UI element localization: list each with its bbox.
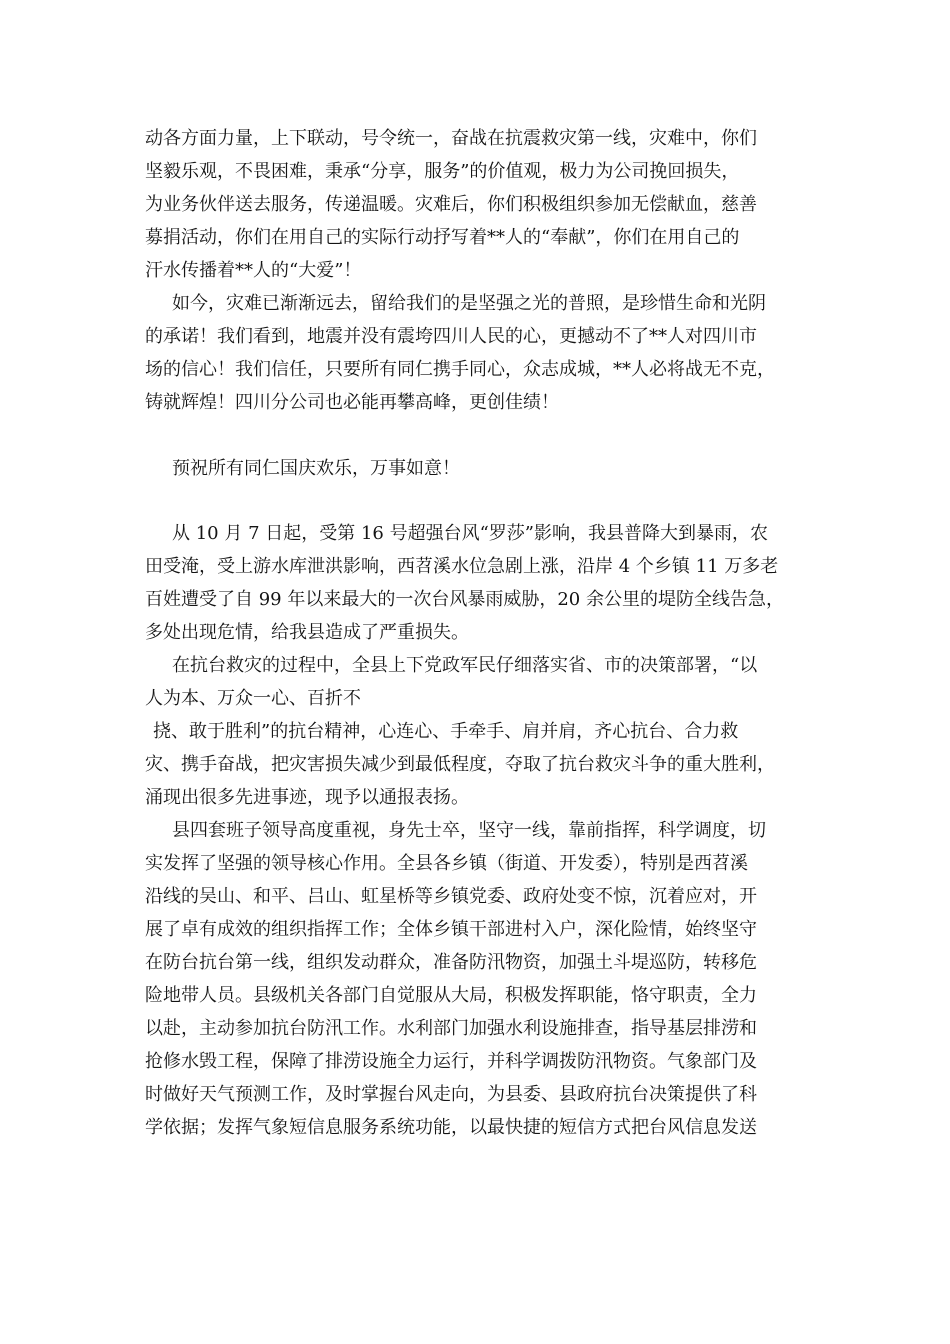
text-line: 在防台抗台第一线，组织发动群众，准备防汛物资，加强土斗堤巡防，转移危 <box>145 952 757 973</box>
text-line: 为业务伙伴送去服务，传递温暖。灾难后，你们积极组织参加无偿献血，慈善 <box>145 194 757 215</box>
text-line: 县四套班子领导高度重视，身先士卒，坚守一线，靠前指挥，科学调度，切 <box>172 820 766 841</box>
text-line: 百姓遭受了自 99 年以来最大的一次台风暴雨威胁，20 余公里的堤防全线告急， <box>145 589 784 610</box>
text-line: 以赴，主动参加抗台防汛工作。水利部门加强水利设施排查，指导基层排涝和 <box>145 1018 757 1039</box>
text-line: 灾、携手奋战，把灾害损失减少到最低程度，夺取了抗台救灾斗争的重大胜利， <box>145 754 775 775</box>
text-line: 时做好天气预测工作，及时掌握台风走向，为县委、县政府抗台决策提供了科 <box>145 1084 757 1105</box>
text-line: 募捐活动，你们在用自己的实际行动抒写着**人的“奉献”，你们在用自己的 <box>145 227 740 248</box>
text-line: 田受淹，受上游水库泄洪影响，西苕溪水位急剧上涨，沿岸 4 个乡镇 11 万多老 <box>145 556 779 577</box>
text-line: 动各方面力量，上下联动，号令统一，奋战在抗震救灾第一线，灾难中，你们 <box>145 128 757 149</box>
text-line: 如今，灾难已渐渐远去，留给我们的是坚强之光的普照，是珍惜生命和光阴 <box>172 293 766 314</box>
text-line: 涌现出很多先进事迹，现予以通报表扬。 <box>145 787 469 808</box>
text-line: 险地带人员。县级机关各部门自觉服从大局，积极发挥职能，恪守职责，全力 <box>145 985 757 1006</box>
text-line: 的承诺！我们看到，地震并没有震垮四川人民的心，更撼动不了**人对四川市 <box>145 326 757 347</box>
text-line: 人为本、万众一心、百折不 <box>145 688 361 709</box>
text-line: 展了卓有成效的组织指挥工作；全体乡镇干部进村入户，深化险情，始终坚守 <box>145 919 757 940</box>
text-line: 场的信心！我们信任，只要所有同仁携手同心，众志成城，**人必将战无不克， <box>145 359 775 380</box>
text-line: 从 10 月 7 日起，受第 16 号超强台风“罗莎”影响，我县普降大到暴雨，农 <box>172 523 768 544</box>
text-line: 实发挥了坚强的领导核心作用。全县各乡镇（街道、开发委），特别是西苕溪 <box>145 853 748 874</box>
text-line: 抢修水毁工程，保障了排涝设施全力运行，并科学调拨防汛物资。气象部门及 <box>145 1051 757 1072</box>
text-line: 铸就辉煌！四川分公司也必能再攀高峰，更创佳绩！ <box>145 392 559 413</box>
text-line: 沿线的吴山、和平、吕山、虹星桥等乡镇党委、政府处变不惊，沉着应对，开 <box>145 886 757 907</box>
text-line: 在抗台救灾的过程中，全县上下党政军民仔细落实省、市的决策部署，“以 <box>172 655 758 676</box>
text-line: 汗水传播着**人的“大爱”！ <box>145 260 362 281</box>
text-line: 预祝所有同仁国庆欢乐，万事如意！ <box>172 458 460 479</box>
text-line: 多处出现危情，给我县造成了严重损失。 <box>145 622 469 643</box>
text-line: 坚毅乐观，不畏困难，秉承“分享，服务”的价值观，极力为公司挽回损失， <box>145 161 740 182</box>
text-line: 学依据；发挥气象短信息服务系统功能，以最快捷的短信方式把台风信息发送 <box>145 1117 757 1138</box>
text-line: 挠、敢于胜利”的抗台精神，心连心、手牵手、肩并肩，齐心抗台、合力救 <box>153 721 739 742</box>
